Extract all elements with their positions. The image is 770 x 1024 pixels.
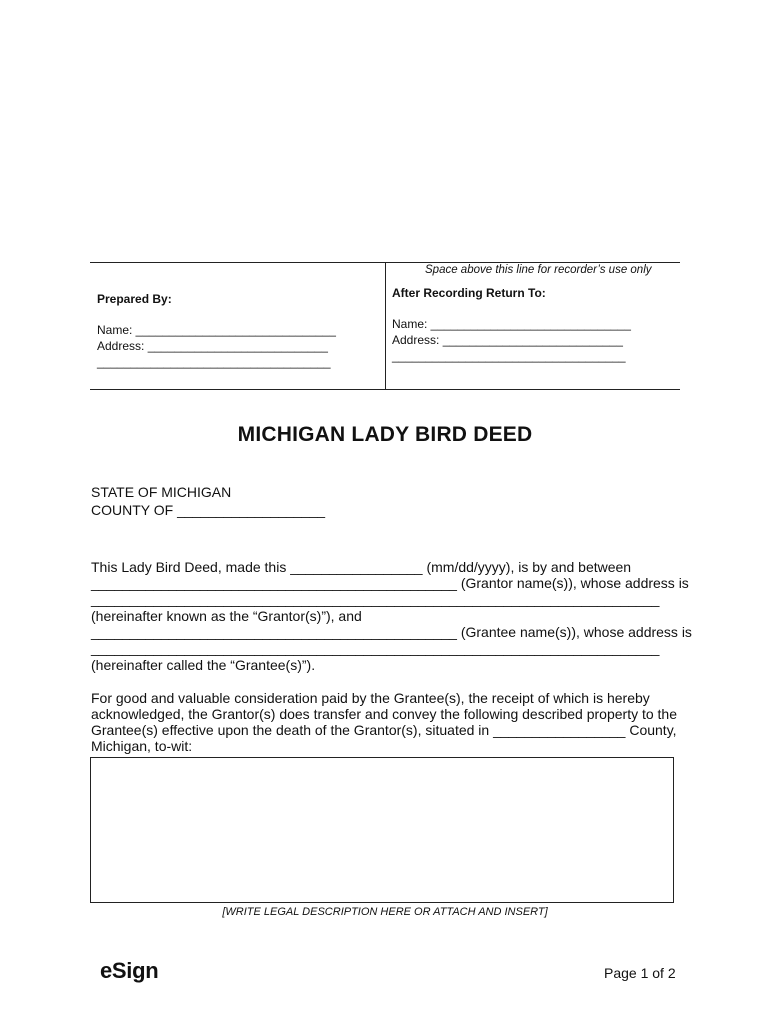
county-field[interactable]: COUNTY OF ___________________ <box>91 502 326 518</box>
legal-description-box[interactable] <box>90 757 674 903</box>
grantor-definition: (hereinafter known as the “Grantor(s)”), and <box>91 608 362 624</box>
return-to-address-field[interactable]: Address: ___________________________ <box>392 333 623 347</box>
return-to-address-line-2[interactable]: ___________________________________ <box>392 349 626 363</box>
consideration-line-4: Michigan, to-wit: <box>91 738 193 754</box>
prepared-by-address-field[interactable]: Address: ___________________________ <box>97 339 328 353</box>
grantor-name-line[interactable]: _______________________________________________ (Grantor name(s)), whose address is <box>91 575 689 591</box>
grantor-address-line[interactable]: _________________________________________________________________________ <box>91 591 660 607</box>
grantee-name-line[interactable]: _______________________________________________ (Grantee name(s)), whose address is <box>91 624 692 640</box>
esign-logo: eSign <box>100 958 159 983</box>
grantee-address-line[interactable]: _________________________________________________________________________ <box>91 640 660 656</box>
legal-description-caption: [WRITE LEGAL DESCRIPTION HERE OR ATTACH AND INSERT] <box>222 906 548 918</box>
deed-date-line[interactable]: This Lady Bird Deed, made this _________________ (mm/dd/yyyy), is by and between <box>91 559 632 575</box>
return-to-name-field[interactable]: Name: ______________________________ <box>392 317 631 331</box>
state-line: STATE OF MICHIGAN <box>91 484 232 500</box>
prepared-by-address-line-2[interactable]: ___________________________________ <box>97 355 331 369</box>
consideration-county-line[interactable]: Grantee(s) effective upon the death of the Grantor(s), situated in _________________ County, <box>91 722 677 738</box>
return-to-heading: After Recording Return To: <box>392 286 546 300</box>
recorder-note: Space above this line for recorder’s use only <box>425 264 652 276</box>
page-number: Page 1 of 2 <box>604 965 676 981</box>
prepared-by-heading: Prepared By: <box>97 292 172 306</box>
prepared-by-name-field[interactable]: Name: ______________________________ <box>97 323 336 337</box>
recorder-column-divider <box>385 262 386 389</box>
consideration-line-1: For good and valuable consideration paid by the Grantee(s), the receipt of which is hereby <box>91 690 650 706</box>
grantee-definition: (hereinafter called the “Grantee(s)”). <box>91 657 316 673</box>
document-title: MICHIGAN LADY BIRD DEED <box>237 423 533 446</box>
recorder-bottom-rule <box>90 389 680 390</box>
consideration-line-2: acknowledged, the Grantor(s) does transfer and convey the following described property to the <box>91 706 677 722</box>
